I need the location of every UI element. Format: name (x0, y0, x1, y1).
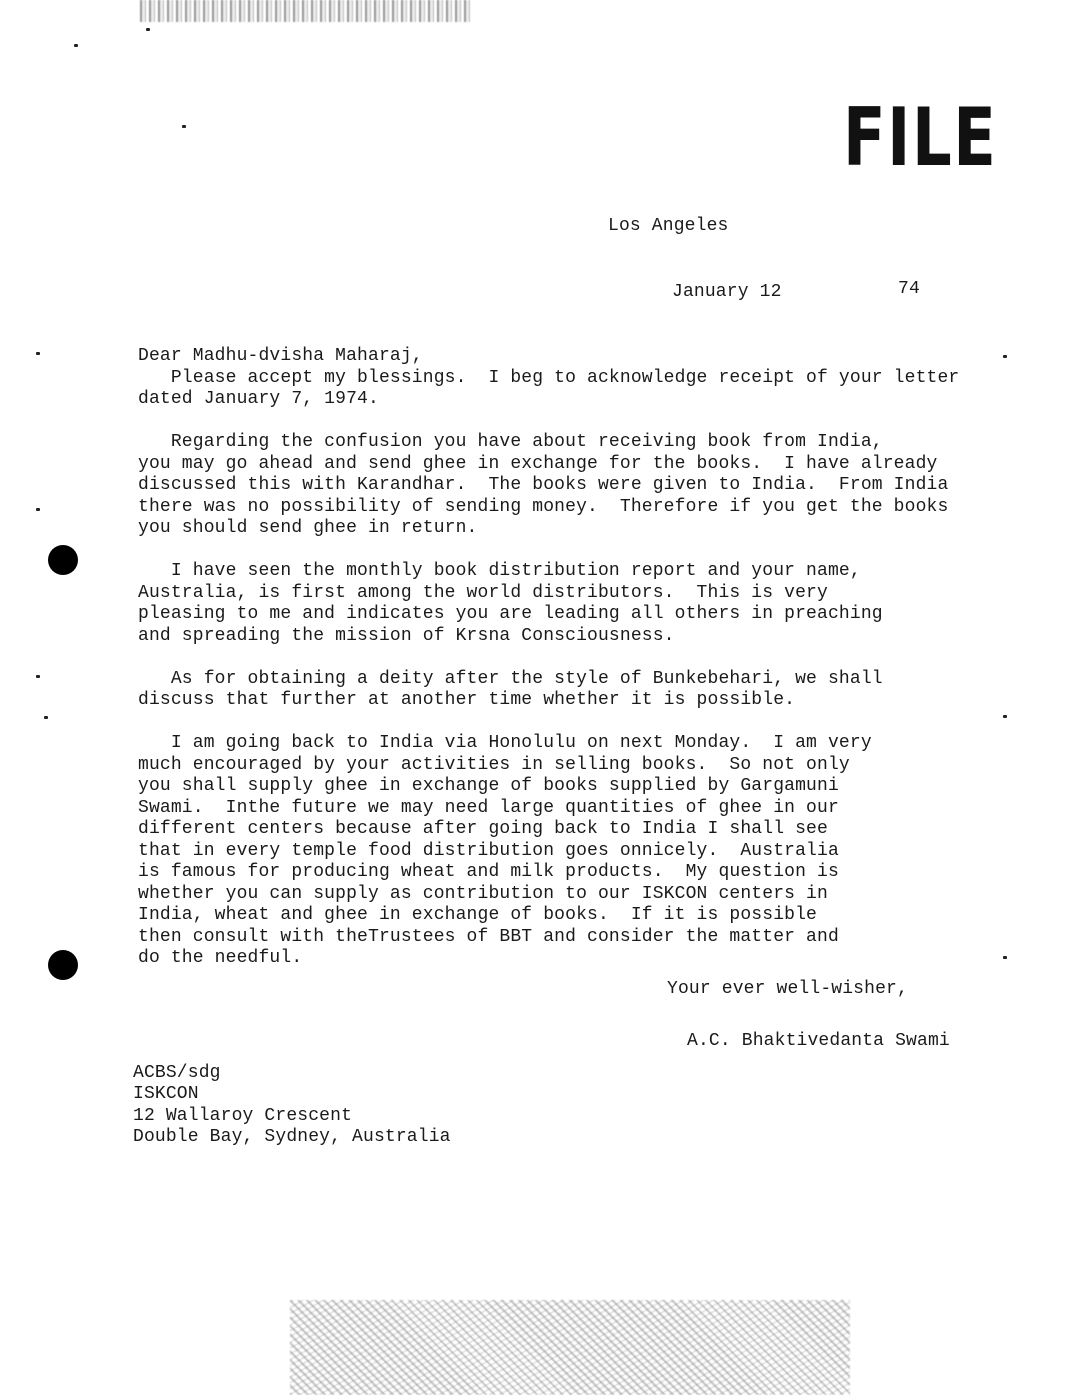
body-line: I am going back to India via Honolulu on next Monday. I am very (138, 733, 872, 753)
body-line: Please accept my blessings. I beg to acknowledge receipt of your letter (138, 367, 960, 388)
scan-noise-bottom (290, 1300, 850, 1395)
letter-body (138, 346, 968, 970)
body-line: discussed this with Karandhar. The books were given to India. From India (138, 475, 949, 495)
scan-speck (1003, 956, 1007, 959)
punch-hole-lower (48, 950, 78, 980)
body-line: is famous for producing wheat and milk products. My question is (138, 862, 839, 882)
body-line: dated January 7, 1974. (138, 389, 379, 409)
letter-city: Los Angeles (608, 216, 729, 236)
body-line: India, wheat and ghee in exchange of books. If it is possible (138, 905, 818, 925)
closing: Your ever well-wisher, (667, 979, 908, 999)
scan-speck (36, 675, 40, 678)
scan-speck (36, 352, 40, 355)
scan-speck (146, 28, 150, 31)
scan-noise-top (140, 0, 470, 22)
address-line: ISKCON (133, 1084, 199, 1105)
body-line: discuss that further at another time whether it is possible. (138, 690, 796, 710)
punch-hole-upper (48, 545, 78, 575)
recipient-address (133, 1063, 451, 1148)
scan-speck (1003, 715, 1007, 718)
body-line: do the needful. (138, 948, 303, 968)
body-line: As for obtaining a deity after the style of Bunkebehari, we shall (138, 668, 883, 689)
body-line: you should send ghee in return. (138, 518, 478, 538)
body-line: I have seen the monthly book distribution report and your name, (138, 561, 861, 581)
address-line: 12 Wallaroy Crescent (133, 1105, 353, 1126)
file-stamp: FILE (843, 91, 998, 184)
salutation: Dear Madhu-dvisha Maharaj, (138, 346, 423, 366)
body-line: then consult with theTrustees of BBT and consider the matter and (138, 926, 839, 947)
body-line: you may go ahead and send ghee in exchange for the books. I have already (138, 453, 938, 474)
body-line: whether you can supply as contribution to our ISKCON centers in (138, 883, 828, 904)
body-line: that in every temple food distribution goes onnicely. Australia (138, 840, 839, 861)
scan-speck (36, 508, 40, 511)
address-line: Double Bay, Sydney, Australia (133, 1126, 451, 1147)
body-line: different centers because after going back to India I shall see (138, 819, 828, 839)
scan-speck (44, 716, 48, 719)
scan-speck (74, 44, 78, 47)
body-line: Australia, is first among the world distributors. This is very (138, 582, 828, 603)
address-line: ACBS/sdg (133, 1063, 221, 1083)
body-line: and spreading the mission of Krsna Consciousness. (138, 625, 675, 646)
letter-date: January 12 (672, 282, 782, 302)
body-line: Regarding the confusion you have about receiving book from India, (138, 432, 883, 452)
body-line: pleasing to me and indicates you are leading all others in preaching (138, 604, 883, 624)
letter-year: 74 (898, 279, 920, 299)
body-line: much encouraged by your activities in selling books. So not only (138, 754, 850, 775)
body-line: there was no possibility of sending money. Therefore if you get the books (138, 496, 949, 517)
scan-speck (1003, 355, 1007, 358)
body-line: you shall supply ghee in exchange of books supplied by Gargamuni (138, 776, 839, 796)
signer-name: A.C. Bhaktivedanta Swami (687, 1031, 950, 1051)
scan-speck (182, 125, 186, 128)
body-line: Swami. Inthe future we may need large quantities of ghee in our (138, 797, 839, 818)
